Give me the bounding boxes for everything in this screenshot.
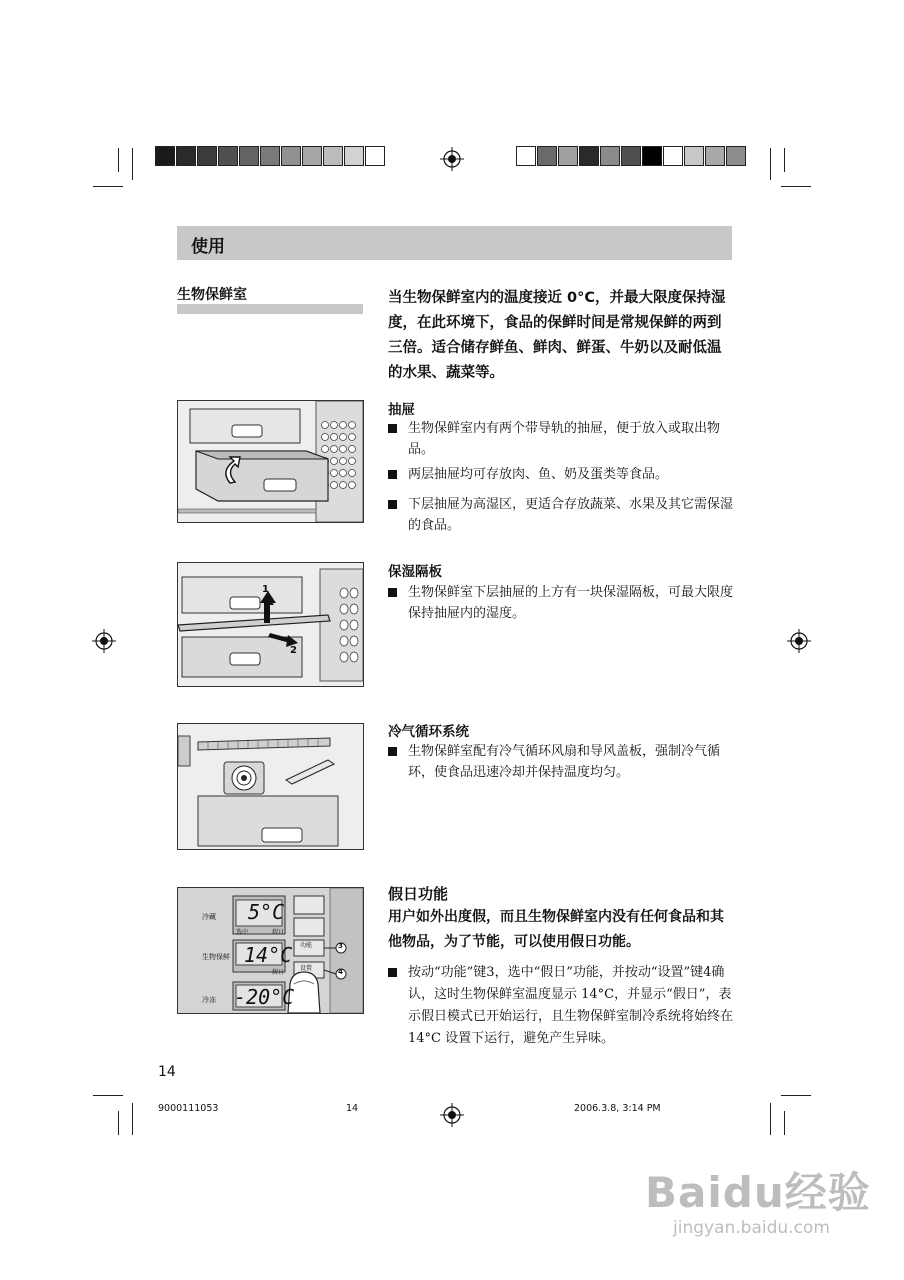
color-swatch [239,146,259,166]
airflow-illustration [177,723,364,850]
color-swatch [537,146,557,166]
color-swatch [516,146,536,166]
color-swatch [726,146,746,166]
color-swatch [302,146,322,166]
color-swatch [218,146,238,166]
color-swatch [260,146,280,166]
section-label-text: 生物保鲜室 [177,287,247,303]
registration-mark-right [787,629,811,653]
drawer-bullet-3: 下层抽屉为高湿区，更适合存放蔬菜、水果及其它需保湿的食品。 [388,494,734,536]
color-swatch [155,146,175,166]
holiday-bullet-1: 按动“功能”键3，选中“假日”功能，并按动“设置”键4确认，这时生物保鲜室温度显示 14°C，并显示“假日”，表示假日模式已开始运行，且生物保鲜室制冷系统将始终在 14°C 设置下运行，避免产生异味。 [388,962,734,1050]
color-swatch [344,146,364,166]
registration-mark-left [92,629,116,653]
color-swatch [663,146,683,166]
airflow-title: 冷气循环系统 [388,724,469,740]
panel-label-bio: 生物保鲜 [202,953,230,961]
humidity-bullet-1: 生物保鲜室下层抽屉的上方有一块保湿隔板，可最大限度保持抽屉内的湿度。 [388,582,734,624]
display-sub-holiday-bio: 假日 [272,969,285,976]
callout-3: 3 [338,942,343,950]
panel-label-cold: 冷藏 [202,913,216,921]
registration-mark-bottom [440,1103,464,1127]
display-freeze-temp: -20°C [234,985,295,1009]
function-button[interactable]: 功能 [300,942,313,949]
page-number: 14 [158,1064,176,1080]
display-bio-temp: 14°C [244,943,293,967]
baidu-watermark [645,1160,871,1238]
drawer-title: 抽屉 [388,402,415,418]
control-panel-illustration [177,887,364,1014]
section-header-bar [177,226,732,260]
color-swatch [705,146,725,166]
registration-mark-top [440,147,464,171]
color-swatch [642,146,662,166]
color-swatch [176,146,196,166]
color-swatch [281,146,301,166]
page-title: 使用 [191,237,225,257]
footer-timestamp: 2006.3.8, 3:14 PM [574,1103,661,1114]
color-swatch [365,146,385,166]
callout-4: 4 [338,968,343,976]
airflow-bullet-1: 生物保鲜室配有冷气循环风扇和导风盖板，强制冷气循环，使食品迅速冷却并保持温度均匀。 [388,741,734,783]
set-button[interactable]: 设置 [300,965,313,972]
color-swatch [558,146,578,166]
color-swatch [579,146,599,166]
drawer-bullet-2: 两层抽屉均可存放肉、鱼、奶及蛋类等食品。 [388,464,734,485]
holiday-intro: 用户如外出度假，而且生物保鲜室内没有任何食品和其他物品，为了节能，可以使用假日功能。 [388,909,724,950]
watermark-url: jingyan.baidu.com [673,1218,830,1238]
display-cold-temp: 5°C [248,900,285,924]
color-swatches-right [516,146,747,166]
color-swatches-left [155,146,386,166]
watermark-brand: Baidu经验 [645,1168,871,1217]
panel-label-freeze: 冷冻 [202,996,216,1004]
humidity-title: 保湿隔板 [388,564,442,580]
footer-doc-id: 9000111053 [158,1103,219,1114]
color-swatch [684,146,704,166]
color-swatch [621,146,641,166]
color-swatch [600,146,620,166]
side-section-label [177,284,363,314]
humidity-plate-illustration [177,562,364,687]
drawer-bullet-1: 生物保鲜室内有两个带导轨的抽屉，便于放入或取出物品。 [388,418,734,460]
color-swatch [323,146,343,166]
display-sub-select: 选中 [236,929,249,936]
color-swatch [197,146,217,166]
drawer-illustration [177,400,364,523]
humidity-step-2-label: 2 [290,645,297,656]
display-sub-holiday: 假日 [272,929,285,936]
humidity-step-1-label: 1 [262,584,269,595]
footer-page: 14 [346,1103,359,1114]
holiday-title: 假日功能 [388,885,449,903]
intro-paragraph: 当生物保鲜室内的温度接近 0°C，并最大限度保持湿度，在此环境下，食品的保鲜时间是常规保鲜的两到三倍。适合储存鲜鱼、鲜肉、鲜蛋、牛奶以及耐低温的水果、蔬菜等。 [388,290,726,381]
